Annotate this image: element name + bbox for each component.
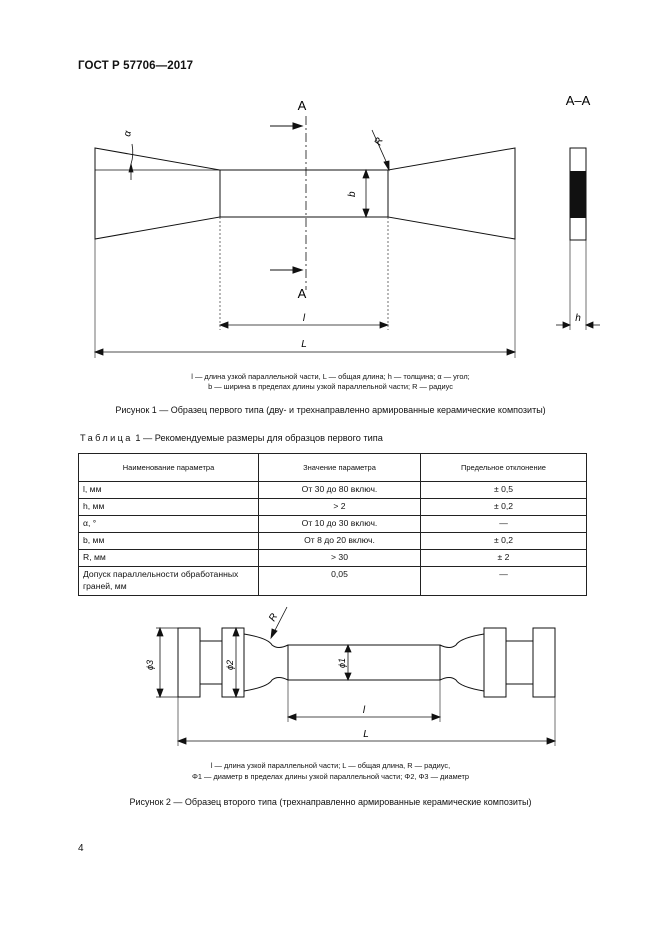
table-row: [79, 499, 587, 516]
document-header: ГОСТ Р 57706—2017: [78, 60, 194, 72]
figure-2-legend-line-1: l — длина узкой параллельной части; L — общая длина, R — радиус,: [210, 761, 451, 770]
table-row: [79, 533, 587, 550]
header-parameter-name: Наименование параметра: [79, 454, 259, 482]
figure-1-legend-line-2: b — ширина в пределах длины узкой параллельной части; R — радиус: [208, 382, 453, 391]
header-tolerance: Предельное отклонение: [421, 454, 587, 482]
b-dimension: [363, 170, 369, 217]
section-view: [556, 148, 600, 330]
cell-value: От 8 до 20 включ.: [259, 533, 421, 550]
section-mark-top: A: [297, 98, 307, 113]
page-number: 4: [78, 843, 84, 854]
cell-name: Допуск параллельности обработанных граней, мм: [79, 567, 259, 596]
figure-1-drawing: [0, 0, 661, 370]
cell-tolerance: ± 2: [421, 550, 587, 567]
alpha-dimension: [95, 144, 222, 180]
fig2-label-phi2: ϕ2: [225, 659, 235, 670]
table-row: [79, 516, 587, 533]
header-parameter-value: Значение параметра: [259, 454, 421, 482]
fig2-label-phi1: ϕ1: [337, 657, 347, 668]
figure-1-legend-line-1: l — длина узкой параллельной части, L — общая длина; h — толщина; α — угол;: [191, 372, 470, 381]
cell-value: От 30 до 80 включ.: [259, 482, 421, 499]
label-b: b: [347, 191, 358, 197]
label-R: R: [372, 136, 386, 148]
cell-value: 0,05: [259, 567, 421, 596]
table-row: [79, 567, 587, 596]
table-header-row: [79, 454, 587, 482]
table-row: [79, 550, 587, 567]
table-title-text: 1 — Рекомендуемые размеры для образцов первого типа: [132, 433, 383, 443]
cell-value: От 10 до 30 включ.: [259, 516, 421, 533]
cell-value: > 2: [259, 499, 421, 516]
cell-name: b, мм: [79, 533, 259, 550]
section-view-label: A–A: [565, 93, 591, 108]
cell-value: > 30: [259, 550, 421, 567]
left-grip-outline: [95, 148, 220, 239]
cell-name: h, мм: [79, 499, 259, 516]
parameters-table: [78, 453, 587, 596]
cell-tolerance: —: [421, 516, 587, 533]
figure-2-drawing: [0, 600, 661, 760]
cell-tolerance: ± 0,2: [421, 533, 587, 550]
label-h: h: [575, 313, 581, 324]
gauge-section-outline: [220, 170, 388, 217]
fig2-label-phi3: ϕ3: [145, 659, 155, 670]
cell-tolerance: ± 0,5: [421, 482, 587, 499]
radius-leader: [372, 130, 389, 170]
label-alpha: α: [122, 129, 134, 138]
label-L: L: [301, 339, 307, 350]
table-title: [80, 433, 383, 443]
cell-tolerance: —: [421, 567, 587, 596]
figure-2-caption: Рисунок 2 — Образец второго типа (трехнаправленно армированные керамические композиты): [129, 797, 532, 807]
cell-name: l, мм: [79, 482, 259, 499]
label-l: l: [302, 313, 306, 324]
fig2-label-l: l: [362, 705, 366, 716]
cell-tolerance: ± 0,2: [421, 499, 587, 516]
right-grip-outline: [388, 148, 515, 239]
figure-1-caption: Рисунок 1 — Образец первого типа (дву- и трехнаправленно армированные керамические композиты): [115, 405, 546, 415]
figure-2-legend-line-2: Φ1 — диаметр в пределах длины узкой параллельной части; Φ2, Φ3 — диаметр: [191, 772, 470, 781]
table-row: [79, 482, 587, 499]
cell-name: R, мм: [79, 550, 259, 567]
section-arrows: [270, 123, 302, 273]
phi3-dimension: [156, 628, 178, 697]
fig2-label-R: R: [267, 611, 281, 624]
fig2-label-L: L: [363, 729, 369, 740]
cell-name: α, °: [79, 516, 259, 533]
section-mark-bottom: A: [297, 286, 307, 301]
table-title-label: Таблица: [80, 433, 133, 443]
